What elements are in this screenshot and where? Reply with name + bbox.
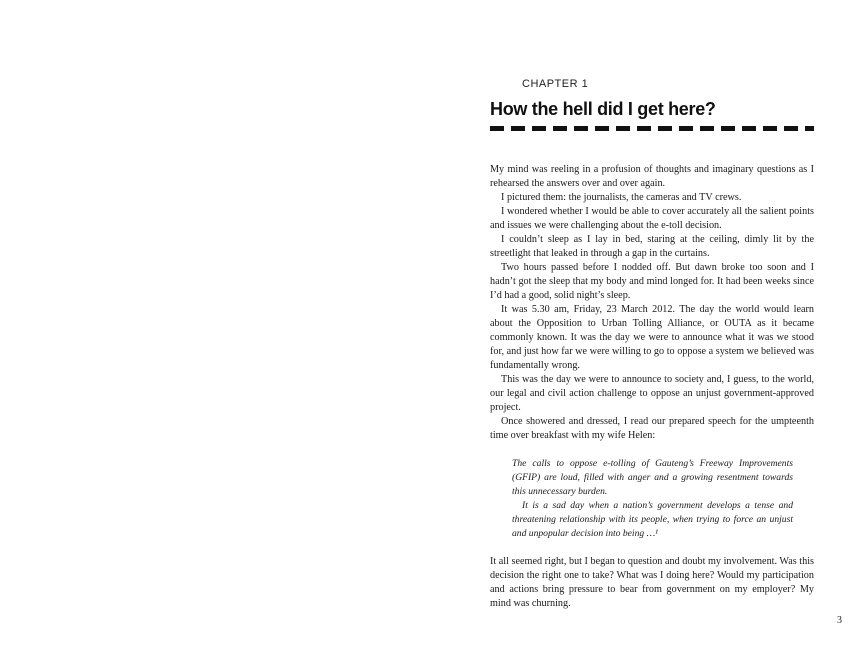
paragraph: My mind was reeling in a profusion of thoughts and imaginary questions as I rehearsed the answers over and over again.: [490, 164, 814, 189]
paragraph: Once showered and dressed, I read our prepared speech for the umpteenth time over breakfast with my wife Helen:: [490, 416, 814, 441]
chapter-title: How the hell did I get here?: [490, 99, 716, 119]
paragraph: I wondered whether I would be able to cover accurately all the salient points and issues we were challenging about the e-toll decision.: [490, 206, 814, 231]
paragraph: It was 5.30 am, Friday, 23 March 2012. The day the world would learn about the Opposition to Urban Tolling Alliance, or OUTA as it became commonly known. It was the day we were to announce what it was we stood for, and just how far we were willing to go to oppose a system we believed was fundamentally wrong.: [490, 304, 814, 371]
paragraph: Two hours passed before I nodded off. But dawn broke too soon and I hadn’t got the sleep that my body and mind longed for. It had been weeks since I’d had a good, solid night’s sleep.: [490, 262, 814, 301]
block-quote: [512, 457, 793, 541]
dashed-rule: [490, 126, 814, 131]
paragraph: I pictured them: the journalists, the cameras and TV crews.: [501, 192, 742, 203]
paragraph: It all seemed right, but I began to question and doubt my involvement. Was this decision the right one to take? What was I doing here? Would my participation and actions bring pressure to bear from government on my employer? My mind was churning.: [490, 556, 814, 609]
chapter-label: CHAPTER 1: [522, 78, 589, 90]
quote-paragraph: The calls to oppose e-tolling of Gauteng’s Freeway Improvements (GFIP) are loud, filled with anger and a growing resentment towards this unnecessary burden.: [512, 458, 793, 497]
paragraph: This was the day we were to announce to society and, I guess, to the world, our legal and civil action challenge to oppose an unjust government-approved project.: [490, 374, 814, 413]
paragraph: I couldn’t sleep as I lay in bed, staring at the ceiling, dimly lit by the streetlight that leaked in through a gap in the curtains.: [490, 234, 814, 259]
page-number: 3: [837, 615, 842, 626]
quote-paragraph: It is a sad day when a nation’s government develops a tense and threatening relationship with its people, when trying to force an unjust and unpopular decision into being …¹: [512, 500, 793, 539]
body-text: [490, 163, 814, 611]
